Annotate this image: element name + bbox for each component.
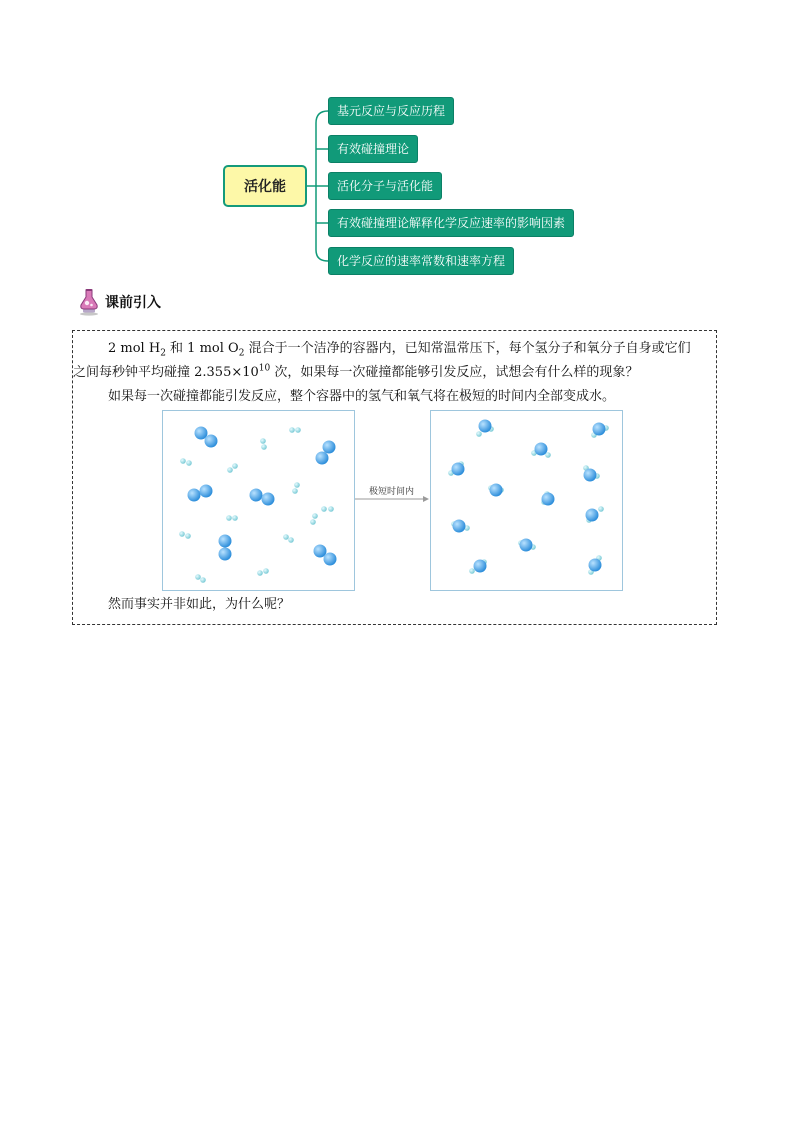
flask-icon	[76, 288, 102, 316]
arrow-label: 极短时间内	[369, 487, 415, 497]
mind-map-branch-rate-factors: 有效碰撞理论解释化学反应速率的影响因素	[328, 209, 574, 237]
molecules-before	[163, 411, 354, 590]
text-fragment: 和 1 mol O	[165, 341, 239, 356]
mind-map-root: 活化能	[223, 165, 307, 207]
mind-map	[0, 0, 794, 290]
text-fragment: 2 mol H	[108, 341, 161, 356]
mind-map-branch-effective-collision: 有效碰撞理论	[328, 135, 418, 163]
text-fragment: 次，如果每一次碰撞都能够引发反应，试想会有什么样的现象？	[270, 365, 639, 380]
panel-before-reaction	[162, 410, 355, 591]
mind-map-branch-rate-equation: 化学反应的速率常数和速率方程	[328, 247, 514, 275]
mind-map-branch-activated-molecules: 活化分子与活化能	[328, 172, 442, 200]
subscript: 2	[160, 348, 166, 359]
subscript: 2	[238, 348, 245, 359]
section-heading	[76, 288, 161, 316]
panel-after-reaction	[430, 410, 623, 591]
superscript: 10	[258, 363, 271, 374]
molecules-after	[431, 411, 622, 590]
intro-paragraph-1-line-1	[108, 337, 691, 361]
section-title: 课前引入	[105, 295, 161, 311]
intro-paragraph-2: 如果每一次碰撞都能引发反应，整个容器中的氢气和氧气将在极短的时间内全部变成水。	[108, 389, 616, 404]
text-fragment: 混合于一个洁净的容器内，已知常温常压下，每个氢分子和氧分子自身或它们	[244, 341, 691, 356]
text-fragment: 之间每秒钟平均碰撞 2.355×10	[73, 365, 259, 380]
intro-paragraph-1-line-2	[73, 361, 638, 385]
intro-paragraph-3: 然而事实并非如此，为什么呢？	[108, 597, 291, 612]
mind-map-branch-elementary-reaction: 基元反应与反应历程	[328, 97, 454, 125]
